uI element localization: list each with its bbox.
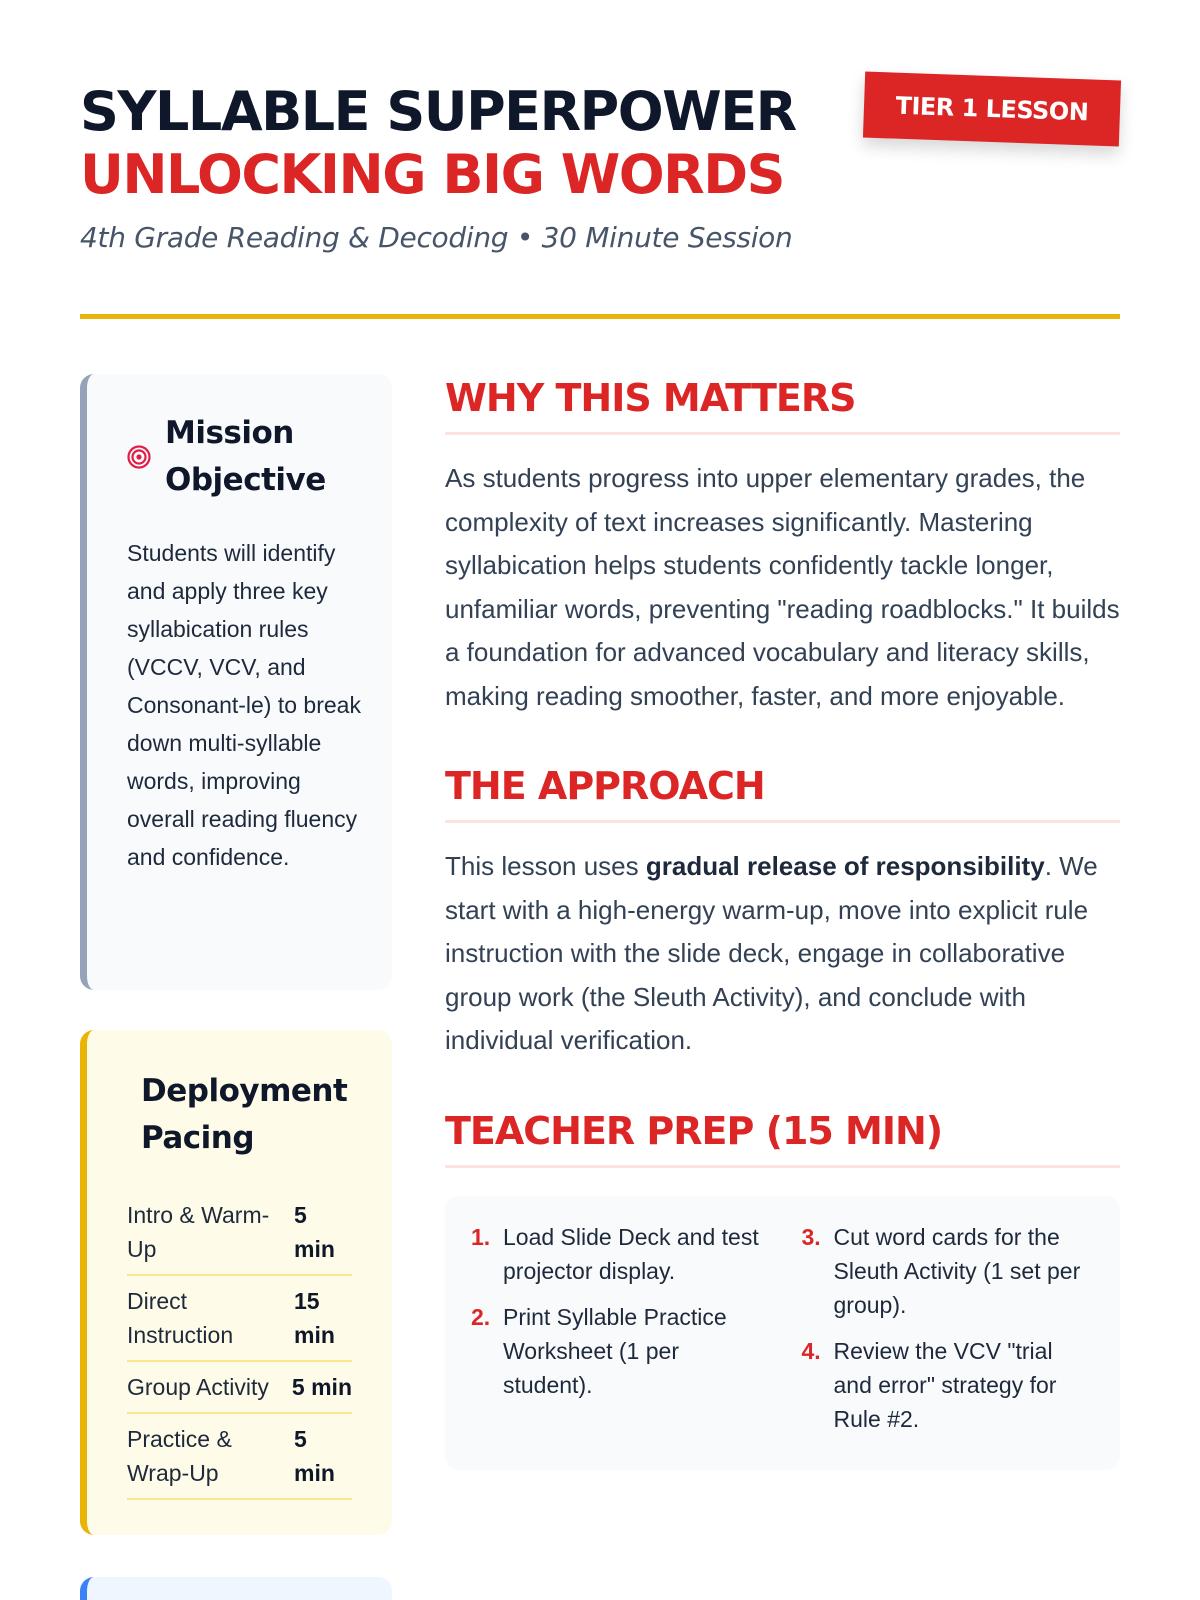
why-title: WHY THIS MATTERS <box>445 370 1120 435</box>
pacing-row <box>127 1362 352 1414</box>
pacing-time: 5 min <box>294 1202 335 1262</box>
prep-column-left <box>471 1220 784 1448</box>
prep-item-text: Cut word cards for the Sleuth Activity (1 set per group). <box>833 1223 1081 1318</box>
why-body: As students progress into upper elementary grades, the complexity of text increases significantly. Mastering syllabication helps students confidently tackle longer, unfamiliar words, preventing "reading roadblocks." It builds a foundation for advanced vocabulary and literacy skills, making reading smoother, faster, and more enjoyable. <box>445 463 1120 711</box>
deployment-pacing-card <box>80 1030 392 1535</box>
prep-item <box>471 1300 760 1402</box>
pacing-row <box>127 1190 352 1276</box>
approach-body-rest: . We start with a high-energy warm-up, move into explicit rule instruction with the slide deck, engage in collaborative group work (the Sleuth Activity), and conclude with individual verification. <box>445 851 1098 1055</box>
prep-item <box>471 1220 760 1288</box>
pacing-time: 5 min <box>291 1374 352 1400</box>
title-line-2: UNLOCKING BIG WORDS <box>80 143 784 206</box>
pacing-label: Group Activity <box>127 1374 269 1400</box>
pacing-time: 5 min <box>294 1426 335 1486</box>
lesson-page <box>80 0 1120 1600</box>
prep-title: TEACHER PREP (15 MIN) <box>445 1103 1120 1168</box>
prep-item <box>802 1334 1097 1436</box>
approach-title: THE APPROACH <box>445 758 1120 823</box>
prep-item-number: 2. <box>471 1303 491 1330</box>
pacing-row <box>127 1414 352 1500</box>
tier-badge: TIER 1 LESSON <box>863 72 1121 147</box>
prep-item <box>802 1220 1097 1322</box>
prep-section <box>445 1103 1120 1470</box>
target-icon <box>127 445 151 469</box>
pacing-time: 15 min <box>294 1288 335 1348</box>
approach-body <box>445 845 1120 1063</box>
mission-objective-text: Students will identify and apply three key syllabication rules (VCCV, VCV, and Consonant-le) to break down multi-syllable words, improving overall reading fluency and confidence. <box>127 540 361 870</box>
pacing-title: Deployment Pacing <box>141 1073 348 1156</box>
next-sidebar-card <box>80 1577 392 1600</box>
prep-checklist <box>445 1196 1120 1470</box>
pacing-label: Intro & Warm-Up <box>127 1202 270 1262</box>
mission-objective-title: Mission Objective <box>165 415 326 498</box>
pacing-label: Direct Instruction <box>127 1288 234 1348</box>
main-content <box>445 370 1120 1470</box>
prep-item-number: 4. <box>801 1337 821 1364</box>
prep-item-number: 1. <box>471 1223 491 1250</box>
prep-item-number: 3. <box>801 1223 821 1250</box>
why-section <box>445 370 1120 718</box>
title-line-1: SYLLABLE SUPERPOWER <box>80 80 796 143</box>
header-divider <box>80 314 1120 319</box>
page-subtitle: 4th Grade Reading & Decoding • 30 Minute Session <box>80 221 793 254</box>
prep-item-text: Load Slide Deck and test projector display. <box>503 1223 759 1284</box>
pacing-table <box>127 1190 352 1500</box>
approach-section <box>445 758 1120 1063</box>
mission-objective-card <box>80 374 392 990</box>
approach-body-intro: This lesson uses <box>445 851 646 881</box>
mission-objective-header <box>127 410 345 504</box>
pacing-label: Practice & Wrap-Up <box>127 1426 232 1486</box>
pacing-row <box>127 1276 352 1362</box>
prep-item-text: Review the VCV "trial and error" strategy for Rule #2. <box>833 1337 1057 1432</box>
approach-body-emphasis: gradual release of responsibility <box>645 851 1045 881</box>
prep-column-right <box>784 1220 1097 1448</box>
prep-item-text: Print Syllable Practice Worksheet (1 per student). <box>503 1303 727 1398</box>
pacing-header <box>141 1068 371 1162</box>
